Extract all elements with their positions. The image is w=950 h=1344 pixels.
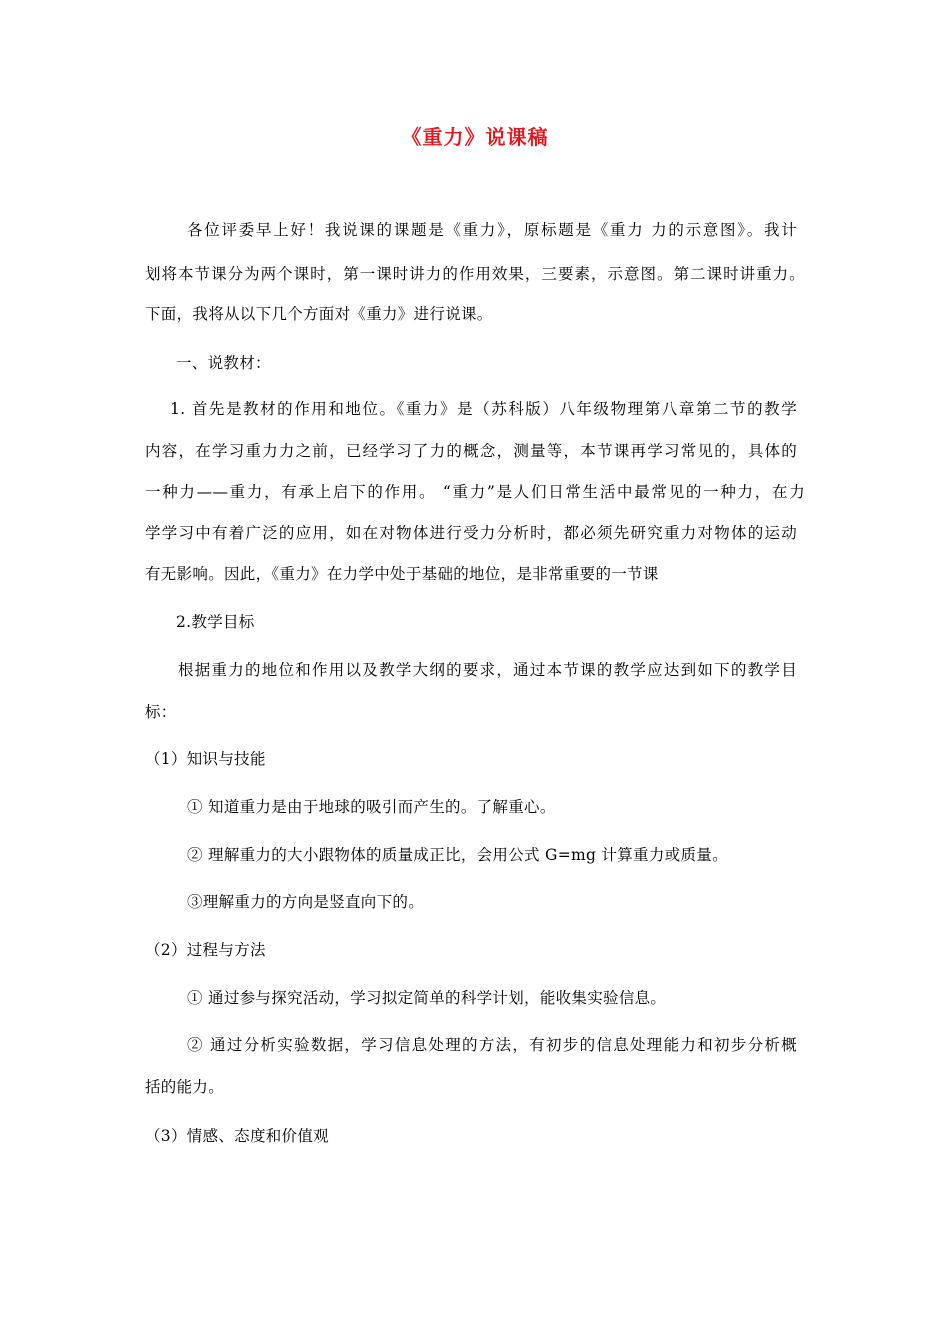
list-item: ③理解重力的方向是竖直向下的。 [187,893,425,911]
list-item: ① 知道重力是由于地球的吸引而产生的。了解重心。 [187,798,556,816]
subsection-heading: （2）过程与方法 [145,941,266,959]
list-item: ① 通过参与探究活动，学习拟定简单的科学计划，能收集实验信息。 [187,989,667,1007]
section-heading: 一、说教材： [176,354,271,372]
list-item: ② 理解重力的大小跟物体的质量成正比，会用公式 G=mg 计算重力或质量。 [187,846,728,864]
paragraph-line: 有无影响。因此，《重力》在力学中处于基础的地位，是非常重要的一节课 [145,565,659,583]
subsection-heading: （3）情感、态度和价值观 [145,1127,329,1145]
paragraph-line: 下面，我将从以下几个方面对《重力》进行说课。 [145,305,493,323]
list-item: ② 通过分析实验数据，学习信息处理的方法，有初步的信息处理能力和初步分析概 [187,1036,797,1054]
paragraph-line: 各位评委早上好！我说课的课题是《重力》，原标题是《重力 力的示意图》。我计 [187,221,797,239]
paragraph-line: 1. 首先是教材的作用和地位。《重力》是（苏科版）八年级物理第八章第二节的教学 [170,400,797,418]
paragraph-line: 括的能力。 [145,1078,225,1096]
paragraph-line: 根据重力的地位和作用以及教学大纲的要求，通过本节课的教学应达到如下的教学目 [178,661,797,679]
document-title: 《重力》说课稿 [401,125,549,149]
paragraph-line: 内容，在学习重力力之前，已经学习了力的概念，测量等，本节课再学习常见的，具体的 [145,442,797,460]
paragraph-line: 学学习中有着广泛的应用，如在对物体进行受力分析时，都必须先研究重力对物体的运动 [145,524,797,542]
paragraph-line: 标： [145,703,177,721]
paragraph-line: 一种力——重力，有承上启下的作用。 “重力”是人们日常生活中最常见的一种力，在力 [145,483,805,501]
subsection-heading: （1）知识与技能 [145,750,266,768]
paragraph-line: 划将本节课分为两个课时，第一课时讲力的作用效果，三要素，示意图。第二课时讲重力。 [145,265,805,283]
section-heading: 2.教学目标 [176,613,255,631]
